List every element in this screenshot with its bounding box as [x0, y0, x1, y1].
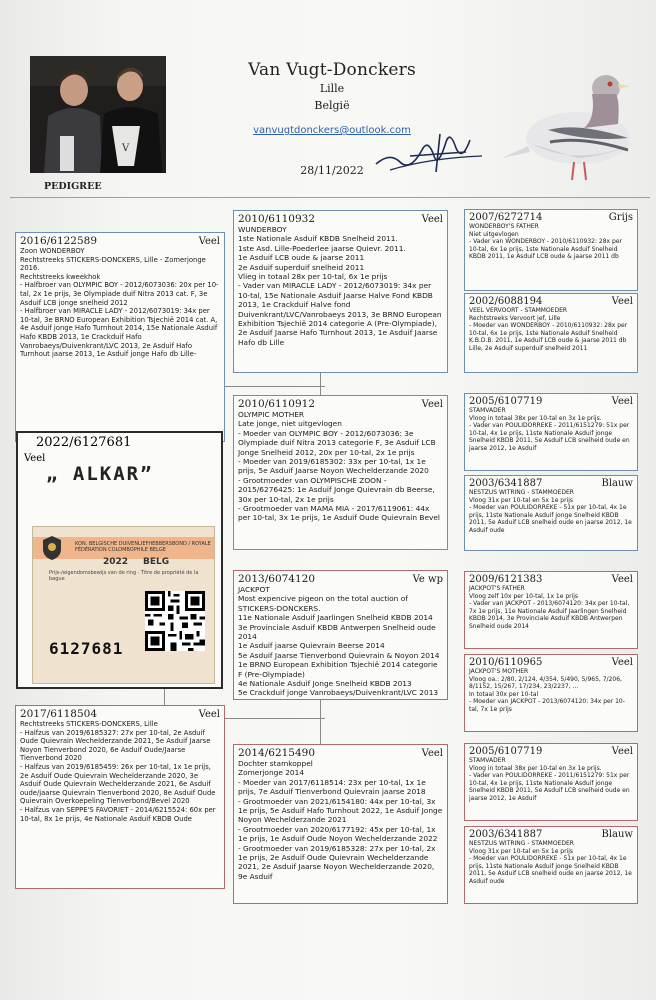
ring-number: 2014/6215490	[238, 747, 316, 759]
signature-image	[370, 112, 490, 182]
info-line: Vloog in totaal 38x per 10-tal en 3x 1e prijs.	[469, 764, 602, 772]
certificate-year: 2022	[103, 557, 129, 567]
pigeon-info	[469, 415, 633, 453]
main-pigeon-card[interactable]	[16, 431, 223, 689]
pigeon-photo	[488, 58, 648, 183]
info-line: - Vader van POULIDORREKE - 2011/6151279: 51x per 10-tal, 4x 1e prijs, 11ste Nationale Asduif jonge Snelheid KBDB 2011, 5e Asduif LCB snelheid oude en jaarse 2012, 1e Asduif	[469, 422, 630, 452]
pigeon-info	[238, 594, 443, 697]
ring-number: 2003/6341887	[469, 829, 543, 840]
info-line: Rechtstreeks STICKERS-DONCKERS, Lille	[20, 720, 158, 728]
pigeon-name: WUNDERBOY	[238, 225, 287, 234]
ring-number: 2003/6341887	[469, 478, 543, 489]
info-line: Zomerjonge 2014	[238, 768, 305, 778]
info-line: - Halfzus van 2019/6185327: 27x per 10-tal, 2e Asduif Oude Quievrain Wechelderzande 2021, 5e Asduif Jaarse Noyon Tienverbond 2020, 6e Asduif Oude/Jaarse Tienverbond 2020	[20, 728, 211, 763]
info-line: - Moeder van POULIDORREKE - 51x per 10-tal, 4x 1e prijs, 11ste Nationale Asduif jonge Snelheid KBDB 2011, 5e Asduif LCB snelheid oude en jaarse 2012, 1e Asduif oude	[469, 855, 632, 885]
info-line: 5e Crackduif jonge Vanrobaeys/Duivenkrant/LVC 2013	[238, 688, 439, 698]
header-divider	[10, 197, 650, 198]
pigeon-name: STAMVADER	[469, 757, 506, 764]
pigeon-name: JACKPOT	[238, 585, 270, 594]
color-label: Veel	[611, 296, 633, 307]
info-line: - Halfbroer van OLYMPIC BOY - 2012/6073036: 20x per 10-tal, 2x 1e prijs, 3e Olympiade duif Nitra 2013 cat. F, 3e Asduif LCB jonge snelheid 2012	[20, 281, 219, 307]
ring-number: 2010/6110965	[469, 657, 543, 668]
pigeon-name: STAMVADER	[469, 407, 506, 414]
pigeon-name: Dochter stamkoppel	[238, 759, 313, 768]
breeder-email-link[interactable]: vanvugtdonckers@outlook.com	[253, 125, 411, 136]
info-line: - Halfzus van SEPPE'S FAVORIET - 2014/6215524: 60x per 10-tal, 8x 1e prijs, 4e Nationale Asduif KBDB Oude	[20, 805, 216, 823]
info-line: - Moeder van 2019/6185302: 33x per 10-tal, 1x 1e prijs, 5e Asduif Jaarse Noyon Wechelderzande 2020	[238, 457, 429, 476]
mother-card[interactable]	[15, 705, 225, 889]
info-line: Vlieg in totaal 28x per 10-tal, 6x 1e prijs	[238, 272, 388, 282]
connector-line	[164, 689, 165, 705]
color-label: Grijs	[608, 212, 633, 223]
info-line: Vloog in totaal 38x per 10-tal en 3x 1e prijs.	[469, 414, 602, 422]
info-line: 1ste Asd. Lille-Poederlee jaarse Quievr. 2011.	[238, 243, 406, 253]
ring-number: 2005/6107719	[469, 746, 543, 757]
ring-number: 2002/6088194	[469, 296, 543, 307]
info-line: Late jonge, niet uitgevlogen	[238, 419, 342, 429]
pigeon-name: NESTZUS WITRING - STAMMOEDER	[469, 489, 574, 496]
info-line: Rechtstreeks Vervoort jef, Lille	[469, 314, 561, 322]
connector-line	[225, 386, 325, 387]
father-color: Veel	[198, 236, 220, 247]
certificate-federation: KON. BELGISCHE DUIVENLIEFHEBBERSBOND / ROYALE FÉDÉRATION COLOMBOPHILE BELGE	[75, 541, 211, 553]
certificate-note: Prijs-/eigendomsbewijs van de ring · Titre de propriété de la bague	[49, 570, 199, 582]
info-line: Most expencive pigeon on the total auction of STICKERS-DONCKERS.	[238, 594, 408, 613]
ring-number: 2009/6121383	[469, 574, 543, 585]
pigeon-info	[238, 419, 443, 522]
info-line: - Grootmoeder van 2021/6154180: 44x per 10-tal, 3x 1e prijs, 5e Asduif Hafo Turnhout 2022, 1e Asduif Jonge Noyon Wechelderzande 2021	[238, 796, 443, 825]
great-grandparent-card[interactable]	[464, 475, 638, 551]
great-grandparent-card[interactable]	[464, 743, 638, 821]
info-line: Zoon WONDERBOY	[20, 247, 85, 255]
info-line: - Grootmoeder van 2020/6177192: 45x per 10-tal, 1x 1e prijs, 1e Asduif Oude Noyon Wechelderzande 2022	[238, 824, 438, 844]
pedigree-label: PEDIGREE	[44, 181, 102, 192]
pigeon-info	[469, 765, 633, 803]
ring-number: 2005/6107719	[469, 396, 543, 407]
pigeon-name: VEEL VERVOORT - STAMMOEDER	[469, 307, 568, 314]
father-ring-number: 2016/6122589	[20, 235, 98, 247]
maternal-grandmother-card[interactable]	[233, 744, 448, 904]
certificate-ring-number: 6127681	[49, 639, 124, 658]
info-line: - Vader van WONDERBOY - 2010/6110932: 28x per 10-tal, 6x 1e prijs, 1ste Nationale Asduif Snelheid KBDB 2011, 1e Asduif LCB oude & jaarse 2011 db	[469, 238, 622, 261]
info-line: Vloog zelf 10x per 10-tal, 1x 1e prijs	[469, 592, 579, 600]
color-label: Veel	[421, 214, 443, 225]
mother-color: Veel	[198, 709, 220, 720]
breeders-photo	[30, 56, 166, 173]
pigeon-info	[469, 497, 633, 535]
pigeon-info	[238, 768, 443, 881]
info-line: - Moeder van WONDERBOY - 2010/6110932: 28x per 10-tal, 6x 1e prijs, 1ste Nationale Asduif Snelheid K.B.D.B. 2011, 1e Asduif LCB oude & jaarse 2011 db Lille, 2e Asduif superduif snelheid 2011	[469, 322, 628, 352]
main-pigeon-name: „ ALKAR”	[46, 463, 154, 485]
kbdb-logo-icon	[41, 535, 63, 561]
paternal-grandmother-card[interactable]	[233, 395, 448, 550]
color-label: Blauw	[601, 478, 633, 489]
color-label: Ve wp	[412, 574, 443, 585]
paternal-grandfather-card[interactable]	[233, 210, 448, 373]
info-line: - Moeder van POULIDORREKE - 51x per 10-tal, 4x 1e prijs, 11ste Nationale Asduif jonge Snelheid KBDB 2011, 5e Asduif LCB snelheid oude en jaarse 2012, 1e Asduif oude	[469, 504, 632, 534]
info-line: Rechtstreeks kweekhok	[20, 272, 101, 281]
info-line: 1e Asduif LCB oude & jaarse 2011	[238, 253, 365, 263]
mother-ring-number: 2017/6118504	[20, 708, 98, 720]
color-label: Blauw	[601, 829, 633, 840]
info-line: - Moeder van JACKPOT - 2013/6074120: 34x per 10-tal, 7x 1e prijs	[469, 698, 625, 713]
pigeon-name: NESTZUS WITRING - STAMMOEDER	[469, 840, 574, 847]
breeder-city: Lille	[319, 82, 345, 95]
mother-info	[20, 720, 220, 823]
info-line: - Vader van JACKPOT - 2013/6074120: 34x per 10-tal, 7x 1e prijs, 11e Nationale Asduif Jaarlingen Snelheid KBDB 2014, 3e Provinciale Asduif KBDB Antwerpen Snelheid oude 2014	[469, 600, 630, 630]
info-line: 1ste Nationale Asduif KBDB Snelheid 2011.	[238, 234, 398, 244]
color-label: Veel	[421, 399, 443, 410]
pigeon-name: OLYMPIC MOTHER	[238, 410, 305, 419]
info-line: - Grootmoeder van 2019/6185328: 27x per 10-tal, 2x 1e prijs, 2e Asduif Oude Quievrain Wechelderzande 2021, 2e Asduif Jaarse Noyon Wechelderzande 2020, 9e Asduif	[238, 843, 436, 881]
svg-text:V: V	[122, 143, 130, 154]
ring-number: 2010/6110912	[238, 398, 316, 410]
great-grandparent-card[interactable]	[464, 571, 638, 649]
father-info	[20, 247, 220, 359]
pigeon-name: JACKPOT'S FATHER	[469, 585, 525, 592]
color-label: Veel	[611, 657, 633, 668]
info-line: Vloog 31x per 10-tal en 5x 1e prijs	[469, 496, 574, 504]
info-line: 1e BRNO European Exhibition Tsjechië 2014 categorie F (Pre-Olympiade)	[238, 660, 438, 679]
main-color: Veel	[24, 453, 46, 464]
info-line: - Vader van MIRACLE LADY - 2012/6073019: 34x per 10-tal, 15e Nationale Asduif Jaarse Halve Fond KBDB 2013, 1e Crackduif Halve fond Duivenkrant/LVC/Vanrobaeys 2013, 3e BRNO European Exhibition Tsjechië 2014 categorie A (Pre-Olympiade), 2e Asduif Jaarse Hafo Turnhout 2013, 1e Asduif Jaarse Hafo db Lille	[238, 281, 442, 347]
pigeon-info	[469, 593, 633, 631]
pigeon-name: JACKPOT'S MOTHER	[469, 668, 529, 675]
info-line: Vloog oa.: 2/80, 2/124, 4/354, 5/490, 5/965, 7/206, 8/1152, 15/267, 17/234, 23/2237, ...	[469, 675, 622, 691]
great-grandparent-card[interactable]	[464, 393, 638, 471]
info-line: Niet uitgevlogen	[469, 230, 519, 238]
info-line: 2e Asduif superduif snelheid 2011	[238, 262, 365, 272]
ring-number: 2010/6110932	[238, 213, 316, 225]
color-label: Veel	[421, 748, 443, 759]
info-line: 11e Nationale Asduif Jaarlingen Snelheid KBDB 2014	[238, 613, 433, 623]
great-grandparent-card[interactable]	[464, 654, 638, 732]
pigeon-info	[469, 676, 633, 714]
maternal-grandfather-card[interactable]	[233, 570, 448, 700]
breeder-country: België	[314, 99, 350, 112]
connector-line	[320, 373, 321, 395]
info-line: - Grootmoeder van OLYMPISCHE ZOON - 2015/6276425: 1e Asduif Jonge Quievrain db Beerse, 30x per 10-tal, 2x 1e prijs	[238, 475, 435, 504]
pigeon-info	[469, 231, 633, 261]
info-line: In totaal 30x per 10-tal	[469, 690, 539, 698]
color-label: Veel	[611, 574, 633, 585]
color-label: Veel	[611, 746, 633, 757]
info-line: 4e Nationale Asduif Jonge Snelheid KBDB 2013	[238, 679, 412, 689]
pedigree-date: 28/11/2022	[300, 164, 364, 177]
connector-line	[225, 718, 325, 719]
info-line: 5e Asduif Jaarse Tienverbond Quievrain & Noyon 2014	[238, 650, 440, 660]
info-line: Vloog 31x per 10-tal en 5x 1e prijs	[469, 847, 574, 855]
color-label: Veel	[611, 396, 633, 407]
info-line: - Grootmoeder van MAMA MIA - 2017/6119061: 44x per 10-tal, 3x 1e prijs, 1e Asduif Oude Quievrain Bevel	[238, 504, 440, 523]
info-line: - Vader van POULIDORREKE - 2011/6151279: 51x per 10-tal, 4x 1e prijs, 11ste Nationale Asduif jonge Snelheid KBDB 2011, 5e Asduif LCB snelheid oude en jaarse 2012, 1e Asduif	[469, 772, 630, 802]
pigeon-name: WONDERBOY'S FATHER	[469, 223, 539, 230]
qr-code-icon	[145, 591, 205, 651]
ring-certificate	[32, 526, 215, 684]
ring-number: 2007/6272714	[469, 212, 543, 223]
pigeon-info	[469, 848, 633, 886]
info-line: Rechtstreeks STICKERS-DONCKERS, Lille - Zomerjonge 2016.	[20, 255, 206, 273]
info-line: - Moeder van 2017/6118514: 23x per 10-tal, 1x 1e prijs, 7e Asduif Tienverbond Quievrain jaarse 2018	[238, 777, 426, 797]
ring-number: 2013/6074120	[238, 573, 316, 585]
breeder-name: Van Vugt-Donckers	[248, 60, 416, 80]
info-line: 1e Asduif jaarse Quievrain Beerse 2014	[238, 641, 385, 651]
pigeon-info	[469, 315, 633, 353]
great-grandparent-card[interactable]	[464, 209, 638, 291]
connector-line	[320, 700, 321, 744]
great-grandparent-card[interactable]	[464, 293, 638, 373]
certificate-country: BELG	[143, 557, 170, 567]
info-line: - Halfbroer van MIRACLE LADY - 2012/6073019: 34x per 10-tal, 3e BRNO European Exhibition Tsjechië 2014 cat. A, 4e Asduif jonge Hafo Turnhout 2014, 15e Nationale Asduif Hafo KBDB 2013, 1e Crackduif Hafo Vanrobaeys/Duivenkrant/LVC 2013, 2e Asduif Hafo Turnhout jaarse 2013, 1e Asduif jonge Hafo db Lille-	[20, 307, 218, 359]
great-grandparent-card[interactable]	[464, 826, 638, 904]
main-ring-number: 2022/6127681	[36, 435, 132, 450]
info-line: - Moeder van OLYMPIC BOY - 2012/6073036: 3e Olympiade duif Nitra 2013 categorie F, 3e Asduif LCB Jonge Snelheid 2012, 20x per 10-tal, 2x 1e prijs	[238, 428, 436, 457]
info-line: 3e Provinciale Asduif KBDB Antwerpen Snelheid oude 2014	[238, 622, 436, 642]
father-card[interactable]	[15, 232, 225, 442]
pigeon-info	[238, 234, 443, 347]
info-line: - Halfzus van 2019/6185459: 26x per 10-tal, 1x 1e prijs, 2e Asduif Oude Quievrain Wechelderzande 2020, 3e Asduif Oude Quievrain Wechelderzande 2021, 6e Asduif oude/jaarse Quievrain Tienverbond 2020, 8e Asduif Oude Quievrain Overkoepeling Tienverbond/Bevel 2020	[20, 762, 216, 806]
